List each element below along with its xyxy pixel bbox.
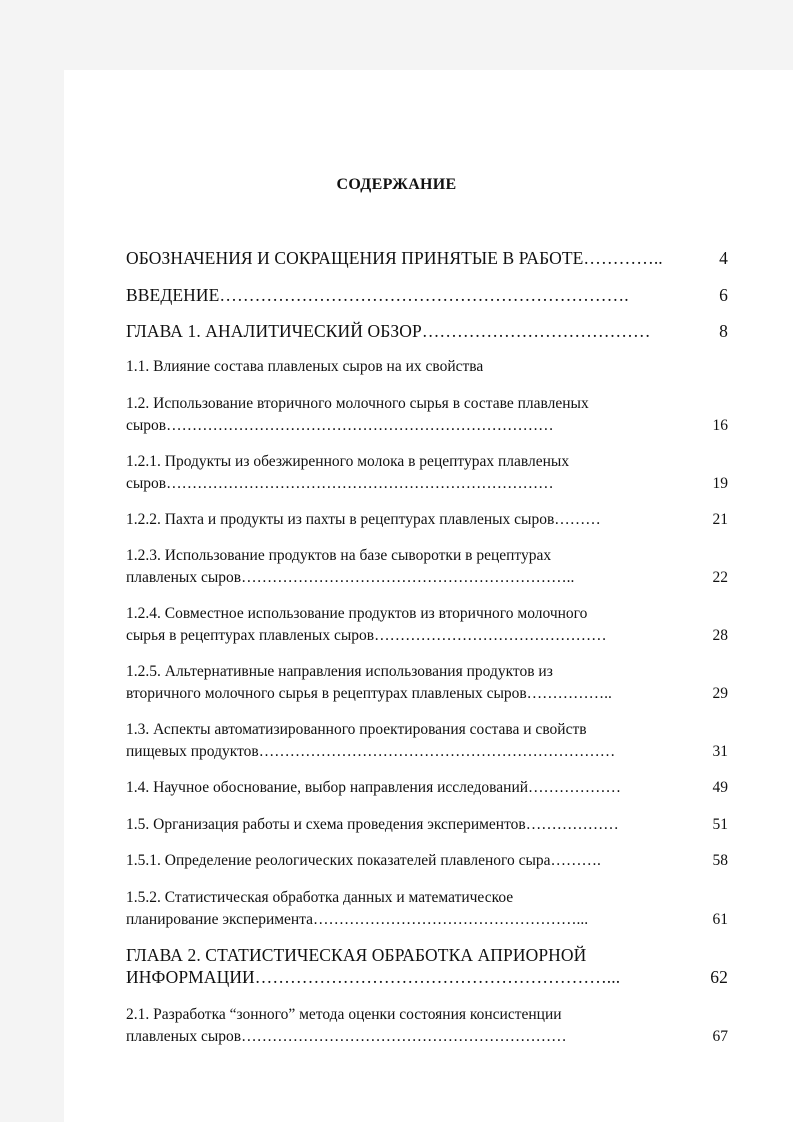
toc-entry-text: 1.2.4. Совместное использование продуктов из вторичного молочного	[126, 605, 588, 622]
toc-entry-text: сыров…………………………………………………………………	[126, 417, 554, 434]
toc-entry-text: 1.2.5. Альтернативные направления использования продуктов из	[126, 663, 553, 680]
toc-entry-text: ГЛАВА 2. СТАТИСТИЧЕСКАЯ ОБРАБОТКА АПРИОРНОЙ	[126, 945, 587, 965]
toc-entry-text: пищевых продуктов……………………………………………………………	[126, 743, 616, 760]
toc-entry-text: ВВЕДЕНИЕ…………………………………………………………….	[126, 285, 629, 305]
toc-page-number: 67	[712, 1028, 728, 1045]
toc-entry-1-4	[126, 777, 728, 799]
toc-entry-text: ОБОЗНАЧЕНИЯ И СОКРАЩЕНИЯ ПРИНЯТЫЕ В РАБОТЕ…………..	[126, 248, 663, 268]
toc-entry-1-2-2	[126, 509, 728, 531]
toc-entry-text: 1.5.2. Статистическая обработка данных и математическое	[126, 889, 514, 906]
toc-entry-1-5-1	[126, 850, 728, 872]
toc-entry-text: 1.5.1. Определение реологических показателей плавленого сыра……….	[126, 852, 601, 869]
toc-page-number: 51	[712, 816, 728, 833]
toc-entry-1-1	[126, 356, 728, 378]
toc-entry-text: плавленых сыров………………………………………………………	[126, 1028, 567, 1045]
toc-entry-text: 1.2.1. Продукты из обезжиренного молока в рецептурах плавленых	[126, 453, 570, 470]
toc-entry-text: 1.3. Аспекты автоматизированного проектирования состава и свойств	[126, 721, 587, 738]
toc-page-number: 49	[712, 779, 728, 796]
toc-entry-abbreviations	[126, 247, 728, 269]
toc-page-number: 16	[712, 417, 728, 434]
toc-entry-text: сыров…………………………………………………………………	[126, 475, 554, 492]
toc-page-number: 29	[712, 685, 728, 702]
toc-page-number: 21	[712, 511, 728, 528]
toc-entry-text: сырья в рецептурах плавленых сыров………………………………………	[126, 627, 607, 644]
toc-page-number: 22	[712, 569, 728, 586]
toc-entry-text: 1.5. Организация работы и схема проведения экспериментов………………	[126, 816, 619, 833]
toc-page-number: 58	[712, 852, 728, 869]
toc-entry-text: 1.2. Использование вторичного молочного сырья в составе плавленых	[126, 395, 589, 412]
toc-entry-chapter-1	[126, 320, 728, 342]
toc-entry-text: плавленых сыров………………………………………………………..	[126, 569, 575, 586]
toc-page-number: 19	[712, 475, 728, 492]
toc-entry-2-1	[126, 1004, 728, 1048]
toc-entry-1-2-5	[126, 661, 728, 705]
toc-entry-1-5	[126, 814, 728, 836]
toc-page-number: 28	[712, 627, 728, 644]
toc-entry-1-2-1	[126, 451, 728, 495]
toc-entry-1-3	[126, 719, 728, 763]
toc-entry-text: 1.2.3. Использование продуктов на базе сыворотки в рецептурах	[126, 547, 552, 564]
toc-page-number: 62	[710, 967, 728, 987]
toc-entry-text: вторичного молочного сырья в рецептурах плавленых сыров……………..	[126, 685, 612, 702]
toc-entry-1-2-3	[126, 545, 728, 589]
toc-entry-1-5-2	[126, 887, 728, 931]
toc-page-number: 61	[712, 911, 728, 928]
toc-entry-1-2	[126, 393, 728, 437]
toc-entry-chapter-2	[126, 944, 728, 988]
toc-entry-text: 1.2.2. Пахта и продукты из пахты в рецептурах плавленых сыров………	[126, 511, 601, 528]
toc-entry-1-2-4	[126, 603, 728, 647]
toc-entry-introduction	[126, 284, 728, 306]
toc-entry-text: планирование эксперимента……………………………………………...	[126, 911, 589, 928]
toc-page-number: 4	[719, 248, 728, 268]
toc-entry-text: 2.1. Разработка “зонного” метода оценки состояния консистенции	[126, 1006, 562, 1023]
toc-page-number: 6	[719, 285, 728, 305]
toc-entry-text: 1.4. Научное обоснование, выбор направления исследований………………	[126, 779, 622, 796]
toc-entry-text: ГЛАВА 1. АНАЛИТИЧЕСКИЙ ОБЗОР…………………………………	[126, 321, 651, 341]
toc-entry-text: 1.1. Влияние состава плавленых сыров на их свойства	[126, 358, 484, 375]
toc-page-number: 31	[712, 743, 728, 760]
page-title: СОДЕРЖАНИЕ	[336, 176, 457, 193]
toc-page-number: 8	[719, 321, 728, 341]
toc-entry-text: ИНФОРМАЦИИ……………………………………………………...	[126, 967, 621, 987]
